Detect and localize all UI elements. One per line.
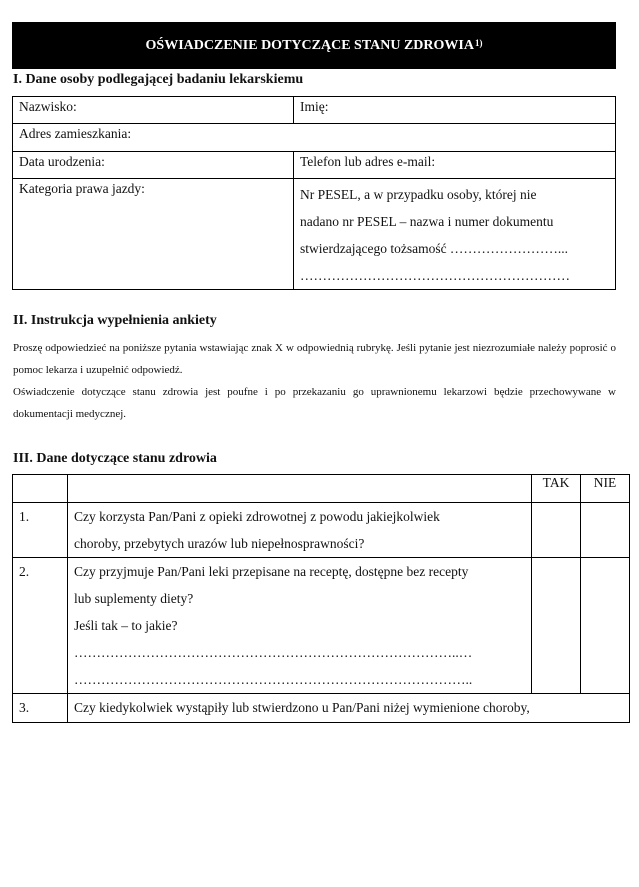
form-header	[12, 22, 616, 69]
answer-dotted-line[interactable]: …………………………………………………………………………..…	[74, 645, 473, 660]
question-text	[68, 503, 532, 558]
question-line: choroby, przebytych urazów lub niepełnosprawności?	[74, 536, 365, 551]
form-title: OŚWIADCZENIE DOTYCZĄCE STANU ZDROWIA	[145, 37, 474, 53]
question-line: Czy kiedykolwiek wystąpiły lub stwierdzono u Pan/Pani niżej wymienione choroby,	[74, 700, 530, 715]
address-label: Adres zamieszkania:	[19, 126, 132, 141]
pesel-line-2: nadano nr PESEL – nazwa i numer dokumentu	[300, 214, 554, 229]
question-line: lub suplementy diety?	[74, 591, 194, 606]
question-line: Czy korzysta Pan/Pani z opieki zdrowotnej z powodu jakiejkolwiek	[74, 509, 440, 524]
answer-yes-checkbox[interactable]	[532, 503, 581, 558]
col-no-header: NIE	[581, 475, 630, 503]
pesel-field[interactable]	[294, 179, 616, 290]
first-name-label: Imię:	[300, 99, 329, 114]
question-text	[68, 558, 532, 694]
question-text	[68, 694, 630, 723]
phone-email-label: Telefon lub adres e-mail:	[300, 154, 436, 169]
question-row	[13, 558, 630, 694]
question-number: 1.	[13, 503, 68, 558]
license-category-label: Kategoria prawa jazdy:	[19, 181, 145, 196]
header-num-cell	[13, 475, 68, 503]
question-row	[13, 694, 630, 723]
question-row	[13, 503, 630, 558]
answer-yes-checkbox[interactable]	[532, 558, 581, 694]
question-line: Jeśli tak – to jakie?	[74, 618, 178, 633]
section3-title: III. Dane dotyczące stanu zdrowia	[13, 451, 217, 466]
answer-no-checkbox[interactable]	[581, 558, 630, 694]
pesel-line-1: Nr PESEL, a w przypadku osoby, której nie	[300, 187, 537, 202]
section2-title: II. Instrukcja wypełnienia ankiety	[13, 313, 217, 328]
question-number: 2.	[13, 558, 68, 694]
question-line: Czy przyjmuje Pan/Pani leki przepisane na receptę, dostępne bez recepty	[74, 564, 469, 579]
birth-date-field[interactable]	[13, 152, 294, 179]
birth-date-label: Data urodzenia:	[19, 154, 105, 169]
col-yes-header: TAK	[532, 475, 581, 503]
pesel-line-3: stwierdzającego tożsamość ……………………...	[300, 241, 569, 256]
first-name-field[interactable]	[294, 97, 616, 124]
question-number: 3.	[13, 694, 68, 723]
instruction-paragraph-2: Oświadczenie dotyczące stanu zdrowia jest poufne i po przekazaniu go uprawnionemu lekarzowi będzie przechowywane w dokumentacji medycznej.	[13, 386, 616, 420]
answer-dotted-line[interactable]: ……………………………………………………………………………..	[74, 672, 473, 687]
surname-field[interactable]	[13, 97, 294, 124]
footnote-marker: 1)	[474, 37, 483, 48]
instructions	[13, 337, 616, 425]
section1-title: I. Dane osoby podlegającej badaniu lekarskiemu	[13, 72, 304, 87]
license-category-field[interactable]	[13, 179, 294, 290]
health-questions-table	[12, 474, 630, 723]
surname-label: Nazwisko:	[19, 99, 77, 114]
phone-email-field[interactable]	[294, 152, 616, 179]
instruction-paragraph-1: Proszę odpowiedzieć na poniższe pytania wstawiając znak X w odpowiednią rubrykę. Jeśli pytanie jest niezrozumiałe należy poprosić o pomoc lekarza i uzupełnić odpowiedź.	[13, 342, 616, 376]
answer-no-checkbox[interactable]	[581, 503, 630, 558]
personal-data-table	[12, 96, 616, 290]
pesel-line-4: ……………………………………………………	[300, 268, 570, 283]
header-question-cell	[68, 475, 532, 503]
address-field[interactable]	[13, 124, 616, 152]
